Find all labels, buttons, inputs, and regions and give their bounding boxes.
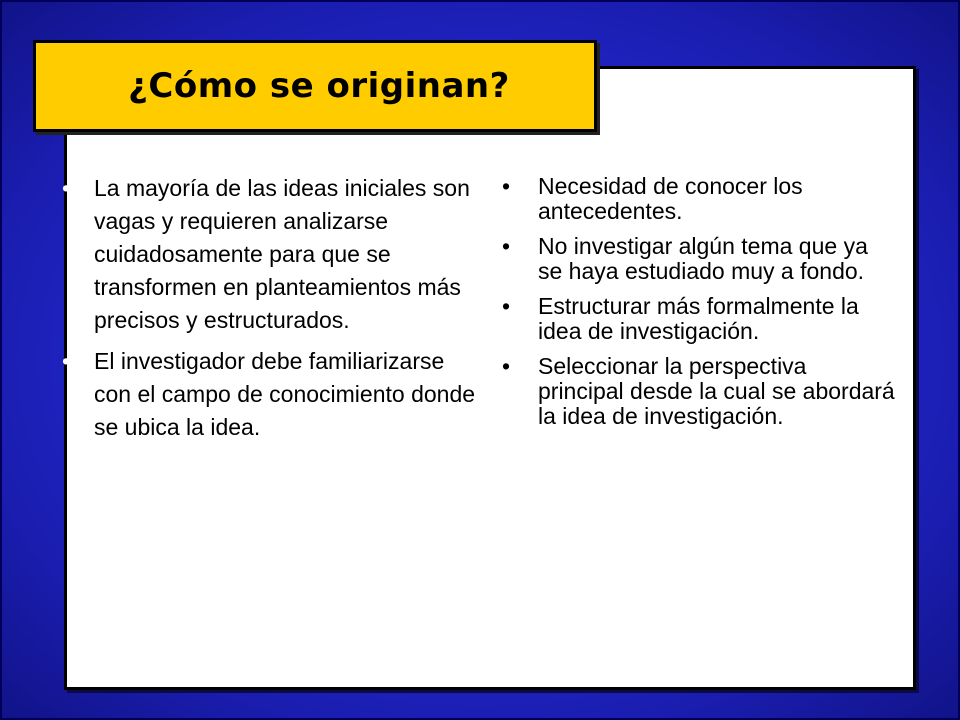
list-item: [498, 174, 898, 224]
bullet-icon: •: [502, 293, 511, 319]
list-item: [58, 172, 476, 337]
bullet-text: Estructurar más formalmente la idea de investigación.: [538, 293, 859, 344]
slide-title: ¿Cómo se originan?: [128, 66, 510, 106]
bullet-text: Seleccionar la perspectiva principal desde la cual se abordará la idea de investigación.: [538, 353, 895, 429]
bullet-icon: •: [502, 173, 511, 199]
bullet-icon: •: [502, 233, 511, 259]
bullet-text: El investigador debe familiarizarse con el campo de conocimiento donde se ubica la idea.: [94, 348, 476, 440]
list-item: [498, 294, 898, 344]
list-item: [58, 345, 476, 444]
bullet-icon: •: [62, 175, 71, 201]
bullet-text: No investigar algún tema que ya se haya estudiado muy a fondo.: [538, 233, 868, 284]
list-item: [498, 354, 898, 429]
bullet-text: La mayoría de las ideas iniciales son vagas y requieren analizarse cuidadosamente para que se transformen en planteamientos más precisos y estructurados.: [94, 175, 470, 333]
bullet-text: Necesidad de conocer los antecedentes.: [538, 173, 803, 224]
title-banner: [33, 40, 597, 132]
bullet-icon: •: [502, 353, 511, 379]
left-bullet-list: [58, 172, 476, 452]
right-bullet-list: [498, 174, 898, 439]
list-item: [498, 234, 898, 284]
bullet-icon: •: [62, 348, 71, 374]
